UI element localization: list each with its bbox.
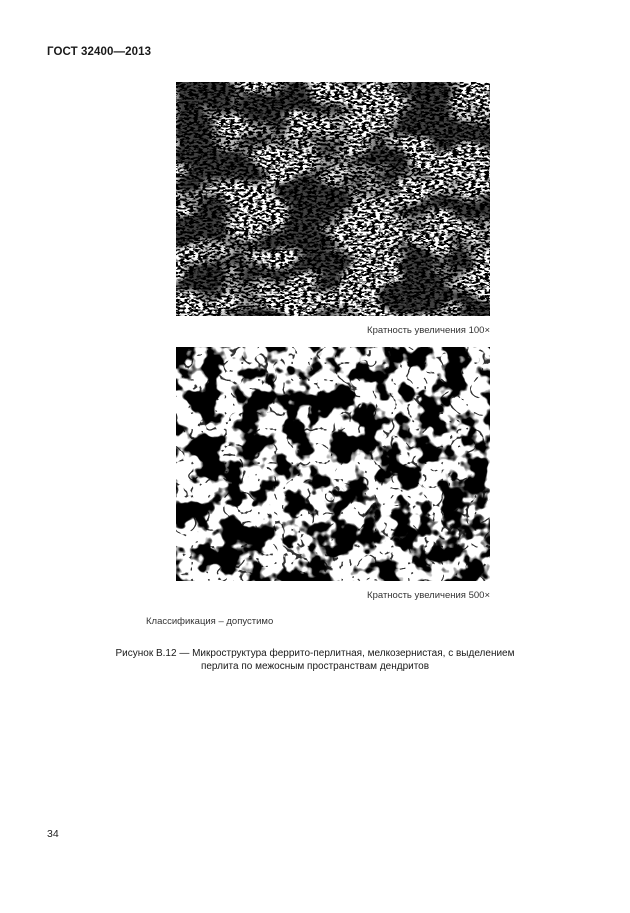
figure-caption-line-1: Рисунок В.12 — Микроструктура феррито-перлитная, мелкозернистая, с выделением (115, 648, 515, 659)
page-number: 34 (47, 828, 59, 840)
micrograph-2-svg (176, 347, 490, 581)
figure-caption-line-2: перлита по межосным пространствам дендритов (200, 661, 430, 672)
micrograph-1-svg (176, 82, 490, 316)
magnification-caption-100x: Кратность увеличения 100× (367, 325, 490, 336)
micrograph-image-500x (176, 347, 490, 581)
document-header: ГОСТ 32400—2013 (47, 46, 152, 58)
classification-note: Классификация – допустимо (146, 616, 274, 627)
magnification-caption-500x: Кратность увеличения 500× (367, 590, 490, 601)
micrograph-image-100x (176, 82, 490, 316)
figure-caption (95, 647, 535, 673)
